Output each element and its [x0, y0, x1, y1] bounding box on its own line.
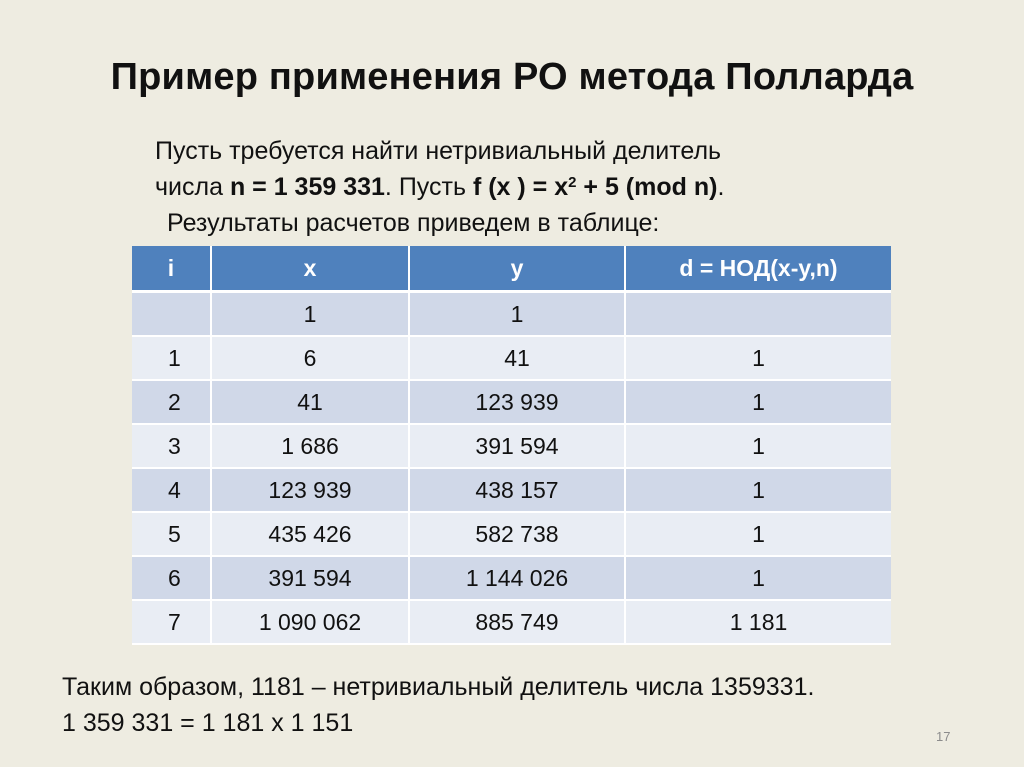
intro-end: .: [717, 173, 725, 201]
conclusion-text: [62, 669, 814, 741]
table-cell-i: 7: [132, 600, 211, 644]
table-cell-y: 391 594: [409, 424, 625, 468]
table-cell-d: 1: [625, 424, 891, 468]
table-cell-y: 885 749: [409, 600, 625, 644]
table-row: [132, 424, 891, 468]
intro-line-1: Пусть требуется найти нетривиальный делитель: [155, 137, 722, 165]
table-cell-x: 123 939: [211, 468, 409, 512]
table-header-i: i: [132, 246, 211, 292]
table-cell-d: 1: [625, 468, 891, 512]
table-row: [132, 600, 891, 644]
table-cell-y: 123 939: [409, 380, 625, 424]
table-row: [132, 512, 891, 556]
function-expression: [473, 173, 718, 201]
conclusion-line-2: 1 359 331 = 1 181 x 1 151: [62, 709, 354, 737]
table-cell-y: 41: [409, 336, 625, 380]
conclusion-line-1: Таким образом, 1181 – нетривиальный делитель числа 1359331.: [62, 673, 815, 701]
table-cell-x: 1: [211, 292, 409, 337]
table-cell-d: 1: [625, 556, 891, 600]
table-cell-i: 5: [132, 512, 211, 556]
intro-prefix: числа: [155, 173, 230, 201]
intro-mid: . Пусть: [384, 173, 473, 201]
slide-title: Пример применения РО метода Полларда: [110, 56, 914, 98]
intro-line-2: [155, 169, 935, 205]
table-cell-d: 1 181: [625, 600, 891, 644]
table-cell-y: 582 738: [409, 512, 625, 556]
table-row: [132, 556, 891, 600]
table-header-x: x: [211, 246, 409, 292]
table-cell-i: 6: [132, 556, 211, 600]
intro-text: [155, 133, 935, 241]
table-cell-d: [625, 292, 891, 337]
table-cell-d: 1: [625, 380, 891, 424]
table-row: [132, 292, 891, 337]
table-cell-y: 1: [409, 292, 625, 337]
function-exponent: 2: [568, 174, 577, 191]
table-cell-y: 1 144 026: [409, 556, 625, 600]
table-cell-x: 435 426: [211, 512, 409, 556]
function-rest: + 5 (mod n): [576, 173, 718, 201]
table-cell-i: [132, 292, 211, 337]
table-body: [132, 292, 891, 645]
table-cell-x: 1 090 062: [211, 600, 409, 644]
table-row: [132, 380, 891, 424]
table-cell-d: 1: [625, 512, 891, 556]
table-cell-x: 391 594: [211, 556, 409, 600]
n-expression: n = 1 359 331: [229, 173, 385, 201]
table-cell-x: 6: [211, 336, 409, 380]
table-cell-x: 1 686: [211, 424, 409, 468]
page-number: 17: [936, 729, 951, 744]
table-cell-i: 1: [132, 336, 211, 380]
table-cell-i: 4: [132, 468, 211, 512]
table-header-y: y: [409, 246, 625, 292]
results-table: [132, 246, 891, 645]
table-cell-y: 438 157: [409, 468, 625, 512]
table-header-row: [132, 246, 891, 292]
table-row: [132, 468, 891, 512]
function-base: f (x ) = x: [472, 173, 569, 201]
table-header-d: d = НОД(x-y,n): [625, 246, 891, 292]
table-cell-i: 2: [132, 380, 211, 424]
table-cell-x: 41: [211, 380, 409, 424]
table-cell-d: 1: [625, 336, 891, 380]
intro-line-3: Результаты расчетов приведем в таблице:: [167, 209, 660, 237]
table-cell-i: 3: [132, 424, 211, 468]
table-row: [132, 336, 891, 380]
